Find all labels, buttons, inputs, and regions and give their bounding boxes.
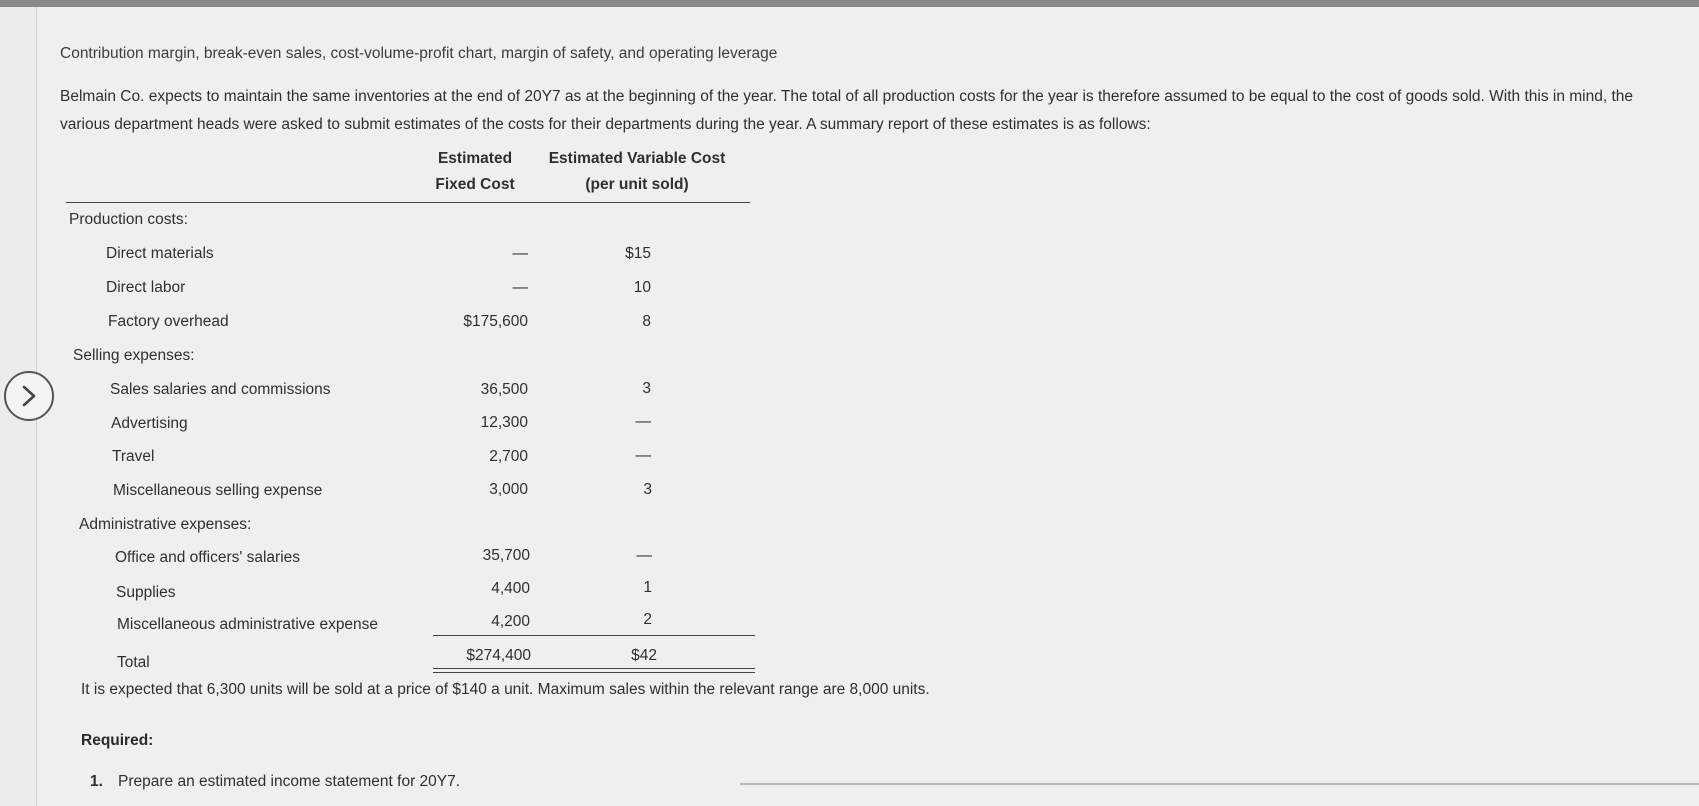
total-rule	[433, 635, 755, 636]
variable-cost-cell: 2	[643, 611, 652, 628]
row-label: Sales salaries and commissions	[110, 381, 331, 398]
fixed-cost-cell: —	[512, 279, 528, 296]
intro-paragraph: Belmain Co. expects to maintain the same inventories at the end of 20Y7 as at the beginning of the year. The total of all production costs for the year is therefore assumed to be equal to the cost of goods sold. With this in mind, the various department heads were asked to submit estimates of the costs for their departments during the year. A summary report of these estimates is as follows:	[60, 88, 1634, 133]
expectation-text: It is expected that 6,300 units will be sold at a price of $140 a unit. Maximum sales within the relevant range are 8,000 units.	[81, 681, 930, 698]
total-fixed-cost: $274,400	[466, 647, 531, 664]
double-rule-bottom	[433, 672, 755, 673]
row-label: Advertising	[111, 415, 188, 432]
variable-cost-cell: —	[635, 413, 651, 430]
fixed-cost-cell: —	[512, 245, 528, 262]
double-rule-top	[433, 668, 755, 669]
fixed-cost-cell: 3,000	[489, 481, 528, 498]
variable-cost-cell: 1	[643, 579, 652, 596]
fixed-cost-header-line1: Estimated	[437, 150, 513, 167]
row-label: Travel	[112, 448, 155, 465]
variable-cost-cell: —	[635, 447, 651, 464]
variable-cost-cell: $15	[625, 245, 651, 262]
fixed-cost-cell: $175,600	[463, 313, 528, 330]
row-label: Miscellaneous selling expense	[113, 482, 323, 499]
chevron-right-icon	[18, 383, 40, 409]
variable-cost-cell: 10	[633, 279, 651, 296]
top-border	[0, 0, 1699, 7]
variable-cost-cell: 3	[642, 380, 651, 397]
header-rule	[66, 202, 750, 203]
variable-cost-cell: —	[636, 547, 652, 564]
variable-cost-cell: 3	[643, 481, 652, 498]
variable-cost-cell: 8	[642, 313, 651, 330]
fixed-cost-cell: 35,700	[482, 547, 530, 564]
expand-button[interactable]	[4, 371, 54, 421]
row-label: Factory overhead	[108, 313, 229, 330]
row-label: Office and officers' salaries	[115, 549, 301, 566]
row-label: Direct labor	[106, 279, 186, 296]
row-label: Direct materials	[106, 245, 214, 262]
requirement-text: Prepare an estimated income statement for 20Y7.	[118, 773, 461, 790]
fixed-cost-cell: 2,700	[489, 448, 528, 465]
fixed-cost-cell: 12,300	[480, 414, 528, 431]
requirement-number: 1.	[90, 773, 103, 790]
fixed-cost-cell: 4,400	[491, 580, 530, 597]
variable-cost-header-line2: (per unit sold)	[585, 176, 689, 193]
fixed-cost-cell: 36,500	[480, 381, 528, 398]
row-label: Miscellaneous administrative expense	[117, 616, 379, 633]
section-production-label: Production costs:	[69, 211, 188, 228]
section-admin-label: Administrative expenses:	[79, 516, 252, 533]
fixed-cost-header-line2: Fixed Cost	[435, 176, 515, 193]
variable-cost-header-line1: Estimated Variable Cost	[548, 150, 726, 167]
row-label: Supplies	[116, 584, 176, 601]
section-divider	[740, 783, 1699, 785]
required-heading: Required:	[81, 732, 154, 749]
problem-title: Contribution margin, break-even sales, cost-volume-profit chart, margin of safety, and operating leverage	[60, 45, 778, 62]
section-selling-label: Selling expenses:	[73, 347, 195, 364]
total-variable-cost: $42	[631, 647, 657, 664]
fixed-cost-cell: 4,200	[491, 613, 530, 630]
total-label: Total	[117, 654, 150, 671]
